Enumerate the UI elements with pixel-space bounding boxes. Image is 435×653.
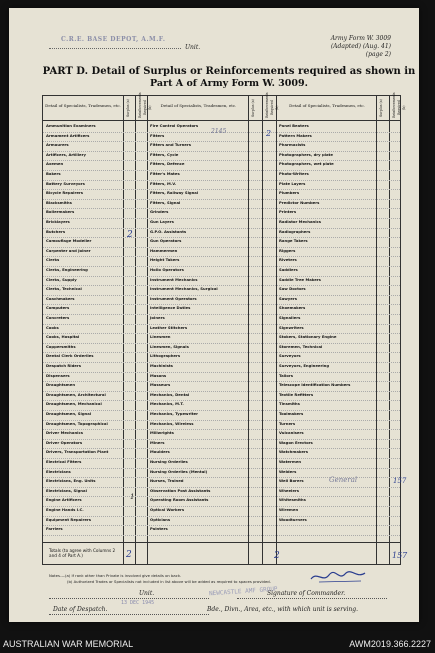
specialist-cell: Boilermakers [46,209,75,215]
specialist-cell: Dental Clerk Orderlies [46,353,94,359]
specialist-cell: Engine Artificers [46,497,82,503]
specialist-cell: Fitters [150,132,165,138]
general-count-handwritten: 157 [393,477,407,485]
date-stamp: 13 DEC 1945 [121,600,155,606]
specialist-cell: Fire Control Operators [150,123,199,128]
specialist-cell: Coppersmiths [46,343,76,349]
specialist-cell: Carpenter and Joiner [46,247,91,253]
specialist-cell: Clerks [46,257,60,263]
col-header-required: Reinforcements Required (b) [265,92,279,118]
specialist-cell: Surveyors [279,353,301,359]
specialist-cell: Mechanics, Wireless [150,420,194,426]
specialist-cell: Fitters, Cycle [150,151,179,157]
note-a: Notes.—(a) If rank other than Private is involved give details on back. [49,573,182,578]
specialist-cell: Equipment Repairers [46,516,92,522]
specialist-cell: Pattern Makers [279,132,312,138]
specialist-cell: G.P.O. Assistants [150,228,187,234]
fitters-required-handwritten: 2 [266,129,272,138]
totals-label: Totals (to agree with Columns 2 and 4 of Part A.) [49,548,116,558]
specialist-cell: Miners [150,439,165,445]
specialist-cell: Ammunition Examiners [46,123,96,128]
specialist-cell: Battery Surveyors [46,180,85,186]
unit-line-footer [49,598,209,599]
specialist-cell: Tinsmiths [279,401,300,407]
specialist-cell: Concreters [46,315,70,320]
unit-label: Unit. [185,44,201,51]
specialist-cell: Saw Doctors [279,286,306,292]
specialist-cell: Farriers [46,526,63,532]
specialist-cell: Woodturners [279,516,307,522]
total-col2-handwritten: 2 [274,551,280,561]
specialist-cell: Draughtsmen, Topographical [46,420,108,426]
specialist-cell: Masseurs [150,382,171,388]
specialist-cell: Fitters and Turners [150,142,192,148]
col-header-specialist: Detail of Specialists, Tradesmen, etc. [289,103,365,108]
form-number-line: Army Form W. 3009 [330,35,391,42]
footer-date-of-despatch: Date of Despatch. [53,606,108,613]
specialist-cell: Signwriters [279,324,304,330]
specialist-cell: Butchers [46,228,66,234]
specialist-cell: Hollo Operators [150,267,184,272]
specialist-cell: Textile Refitters [279,391,314,397]
specialist-cell: Clerks, Engineering [46,267,88,272]
header-divider [43,120,400,121]
specialist-cell: Predictor Numbers [279,199,320,205]
specialist-cell: Fitter's Mates [150,171,180,176]
tick-mark: 1 [130,493,135,501]
form-number-line: (page 2) [365,51,391,58]
specialist-cell: Vulcanisers [279,430,304,436]
specialist-cell: Photo-Writers [279,171,309,176]
specialist-cell: Driver Operators [46,439,83,445]
col-header-required: Reinforcements Required (b) [138,92,152,118]
specialist-cell: Machinists [150,363,173,368]
specialist-cell: Draughtsmen, Architectural [46,391,106,397]
specialist-cell: Hammermen [150,247,178,253]
specialist-cell: Grinders [150,209,169,215]
caption-right: AWM2019.366.2227 [349,639,431,649]
col-header-surplus: Surplus (a) [251,99,255,117]
specialist-cell: Radiator Mechanics [279,219,322,224]
form-page [9,8,419,622]
specialist-cell: Engine Hands I.C. [46,507,84,512]
general-handwritten: General [329,476,358,484]
specialist-cell: Height Takers [150,257,180,263]
specialist-cell: Cooks, Hospital [46,334,80,340]
specialist-cell: Drivers, Transportation Plant [46,449,109,455]
footer-signature: Signature of Commander. [267,590,346,597]
unit-stamp: C.R.E. BASE DEPOT, A.M.F. [61,36,166,43]
col-header-required: Reinforcements Required (b) [392,92,406,118]
footer-bde: Bde., Divn., Area, etc., with which unit is serving. [207,606,358,613]
specialist-cell: Panel Beaters [279,123,309,128]
specialist-cell: Electricians [46,468,71,474]
col-header-specialist: Detail of Specialists, Tradesmen, etc. [160,103,237,108]
specialist-cell: Wiremen [279,507,299,512]
form-notes [49,573,271,585]
specialist-cell: Lithographers [150,353,181,359]
specialist-cell: Radiographers [279,228,311,234]
specialist-cell: Painters [150,526,168,532]
specialist-cell: Coachmakers [46,295,75,301]
totals-divider [43,542,400,543]
specialist-cell: Bicycle Repairers [46,190,84,196]
col-header-surplus: Surplus (a) [126,99,130,117]
specialist-cell: Range Takers [279,238,308,244]
specialist-cell: Signallers [279,315,301,320]
specialist-cell: Axemen [46,161,64,167]
specialist-cell: Wheelers [279,487,300,493]
specialist-cell: Opticians [150,516,171,522]
specialist-cell: Printers [279,209,297,215]
specialist-cell: Intelligence Duties [150,305,191,311]
specialist-cell: Driver Mechanics [46,430,83,436]
specialist-cell: Sawyers [279,295,297,301]
specialist-cell: Fitters, Signal [150,199,181,205]
specialist-cell: Armament Artificers [46,132,90,138]
specialist-cell: Computers [46,305,70,311]
specialist-cell: Nursing Orderlies [150,459,188,464]
specialist-cell: Linesmen, Signals [150,343,189,349]
col-header-surplus: Surplus (a) [379,99,383,117]
total-surplus-handwritten: 2 [126,550,132,560]
specialist-cell: Optical Workers [150,507,185,512]
specialist-cell: Clerks, Technical [46,286,82,292]
specialist-cell: Bricklayers [46,219,70,224]
total-col3-handwritten: 157 [392,551,408,560]
specialist-cell: Toolmakers [279,411,304,416]
specialist-cell: Wagon Erectors [279,439,313,445]
specialist-cell: Surveyors, Engineering [279,363,330,368]
specialist-cell: Mechanics, Typewriter [150,411,199,416]
specialist-cell: Whitesmiths [279,497,306,503]
col-header-specialist: Detail of Specialists, Tradesmen, etc. [45,103,121,108]
specialist-cell: Electricians, Signal [46,487,87,493]
specialist-cell: Electricians, Eng. Units [46,478,96,484]
specialist-cell: Bakers [46,171,61,176]
specialist-cell: Instrument Mechanics, Surgical [150,286,218,292]
specialist-cell: Joiners [150,315,165,320]
specialist-cell: Gun Operators [150,238,182,244]
specialist-cell: Instrument Mechanics [150,276,198,282]
specialist-cell: Plumbers [279,190,300,196]
specialist-cell: Despatch Riders [46,363,82,368]
specialist-cell: Fitters, Railway Signal [150,190,199,196]
note-b: (b) Authorized Trades or Specialists not included in list above will be added as required to spaces provided. [67,579,271,584]
fitters-note-handwritten: 2145 [211,128,227,135]
specialist-cell: Fitters, Defence [150,161,185,167]
specialist-cell: Electrical Fitters [46,459,82,464]
specialist-cell: Saddle Tree Makers [279,276,321,282]
specialist-cell: Masons [150,372,167,378]
group-stamp: NEWCASTLE AMF GROUP [208,585,278,598]
specialist-cell: Nurses, Trained [150,478,184,484]
specialist-cell: Draughtsmen [46,382,76,388]
specialist-cell: Nursing Orderlies (Mental) [150,468,208,474]
specialist-cell: Clerks, Supply [46,276,77,282]
specialist-cell: Moulders [150,449,170,455]
table-row [43,525,400,536]
specialist-cell: Dispensers [46,372,70,378]
form-title [39,66,419,90]
specialist-cell: Well Borers [279,478,304,484]
specialist-cell: Pharmacists [279,142,306,148]
caption-left: AUSTRALIAN WAR MEMORIAL [3,639,134,649]
specialist-cell: Cooks [46,324,59,330]
specialist-cell: Photographers, dry plate [279,151,333,157]
specialists-table [42,92,408,565]
specialist-cell: Mechanics, M.T. [150,401,184,407]
footer-unit: Unit. [139,590,155,597]
specialist-cell: Blacksmiths [46,199,72,205]
specialist-cell: Camouflage Modeller [46,238,92,244]
title-line-2: Part A of Army Form W. 3009. [150,78,308,89]
specialist-cell: Armourers [46,142,69,148]
specialist-cell: Draughtsmen, Signal [46,411,92,416]
specialist-cell: Operating Room Assistants [150,497,209,503]
specialist-cell: Watermen [279,459,302,464]
signature-line [237,598,387,599]
specialist-cell: Storemen, Technical [279,343,323,349]
title-line-1: PART D. Detail of Surplus or Reinforcements required as shown in [42,66,416,77]
carpenter-surplus-handwritten: 2 [127,230,133,240]
specialist-cell: Saddlers [279,267,298,272]
specialist-cell: Plate Layers [279,180,306,186]
specialist-cell: Welders [279,468,297,474]
form-number [331,35,391,59]
specialist-cell: Watchmakers [279,449,309,455]
specialist-cell: Linesmen [150,334,171,340]
form-number-line: (Adapted) (Aug. 41) [330,43,391,50]
specialist-cell: Leather Stitchers [150,324,188,330]
specialist-cell: Tailors [279,372,294,378]
specialist-cell: Draughtsmen, Mechanical [46,401,102,407]
specialist-cell: Riggers [279,247,296,253]
specialist-cell: Fitters, M.V. [150,180,177,186]
specialist-cell: Gun Layers [150,219,174,224]
specialist-cell: Turners [279,420,296,426]
unit-line [49,48,181,49]
specialist-cell: Artificers, Artillery [46,151,86,157]
specialist-cell: Shoemakers [279,305,306,311]
specialist-cell: Photographers, wet plate [279,161,334,167]
commander-signature [309,569,369,585]
specialist-cell: Riveters [279,257,297,263]
specialist-cell: Telescope Identification Numbers [279,382,351,388]
despatch-line [49,614,209,615]
specialist-cell: Observation Post Assistants [150,487,211,493]
specialist-cell: Mechanics, Dental [150,391,190,397]
specialist-cell: Stokers, Stationary Engine [279,334,337,340]
specialist-cell: Millwrights [150,430,174,436]
specialist-cell: Instrument Operators [150,295,197,301]
